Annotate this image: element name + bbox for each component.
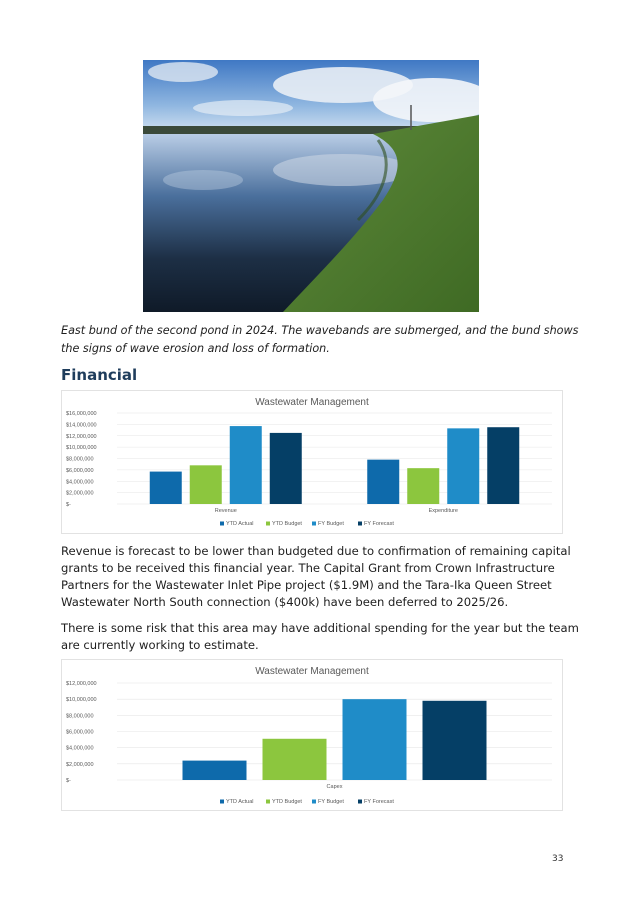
y-tick-label: $4,000,000 — [66, 479, 94, 486]
y-tick-label: $10,000,000 — [66, 445, 97, 452]
legend-label: YTD Budget — [272, 799, 302, 805]
bar-fy-forecast — [270, 433, 302, 504]
bar-ytd-actual — [367, 460, 399, 504]
legend-swatch — [312, 800, 316, 804]
chart-title: Wastewater Management — [255, 666, 369, 677]
legend-label: FY Forecast — [364, 799, 394, 805]
x-category-label: Expenditure — [428, 508, 458, 514]
pond-photo-illustration — [143, 60, 479, 312]
chart-1-svg — [62, 391, 562, 533]
section-heading: Financial — [61, 366, 138, 384]
bar-ytd-budget — [263, 739, 327, 780]
y-tick-label: $6,000,000 — [66, 729, 94, 736]
revenue-expenditure-chart — [61, 390, 563, 534]
x-category-label: Capex — [326, 784, 343, 790]
legend-label: YTD Actual — [226, 799, 254, 805]
pond-photo — [143, 60, 479, 312]
paragraph-revenue: Revenue is forecast to be lower than budgeted due to confirmation of remaining capital grants to be received this financial year. The Capital Grant from Crown Infrastructure Partners for the Wastewater Inlet Pipe project ($1.9M) and the Tara-Ika Queen Street Wastewater North South connection ($400k) have been deferred to 2025/26. — [61, 544, 571, 609]
y-tick-label: $6,000,000 — [66, 467, 94, 474]
bar-fy-budget — [343, 699, 407, 780]
legend-label: YTD Budget — [272, 521, 302, 527]
bar-ytd-actual — [150, 472, 182, 504]
bar-fy-budget — [447, 428, 479, 504]
y-tick-label: $14,000,000 — [66, 422, 97, 429]
legend-swatch — [220, 800, 224, 804]
bar-fy-forecast — [487, 427, 519, 504]
page-number: 33 — [552, 854, 564, 864]
chart-2-svg — [62, 660, 562, 810]
y-tick-label: $2,000,000 — [66, 761, 94, 768]
y-tick-label: $- — [66, 502, 71, 508]
legend-swatch — [220, 522, 224, 526]
y-tick-label: $16,000,000 — [66, 411, 97, 417]
bar-fy-budget — [230, 426, 262, 504]
legend-label: FY Budget — [318, 799, 344, 805]
legend-label: FY Budget — [318, 521, 344, 527]
paragraph-risk: There is some risk that this area may have additional spending for the year but the team are currently working to estimate. — [61, 621, 579, 652]
y-tick-label: $2,000,000 — [66, 490, 94, 497]
y-tick-label: $8,000,000 — [66, 713, 94, 720]
chart-title: Wastewater Management — [255, 397, 369, 408]
y-tick-label: $12,000,000 — [66, 433, 97, 440]
legend-label: FY Forecast — [364, 521, 394, 527]
legend-swatch — [358, 522, 362, 526]
x-category-label: Revenue — [214, 508, 237, 514]
photo-caption: East bund of the second pond in 2024. The wavebands are submerged, and the bund shows the signs of wave erosion and loss of formation. — [61, 324, 579, 355]
bar-fy-forecast — [423, 701, 487, 780]
legend-swatch — [266, 522, 270, 526]
legend-label: YTD Actual — [226, 521, 254, 527]
y-tick-label: $12,000,000 — [66, 681, 97, 687]
legend-swatch — [358, 800, 362, 804]
y-tick-label: $- — [66, 778, 71, 784]
bar-ytd-budget — [407, 468, 439, 504]
y-tick-label: $10,000,000 — [66, 697, 97, 704]
y-tick-label: $8,000,000 — [66, 456, 94, 463]
bar-ytd-actual — [183, 761, 247, 780]
legend-swatch — [266, 800, 270, 804]
bar-ytd-budget — [190, 465, 222, 504]
legend-swatch — [312, 522, 316, 526]
y-tick-label: $4,000,000 — [66, 745, 94, 752]
capex-chart — [61, 659, 563, 811]
